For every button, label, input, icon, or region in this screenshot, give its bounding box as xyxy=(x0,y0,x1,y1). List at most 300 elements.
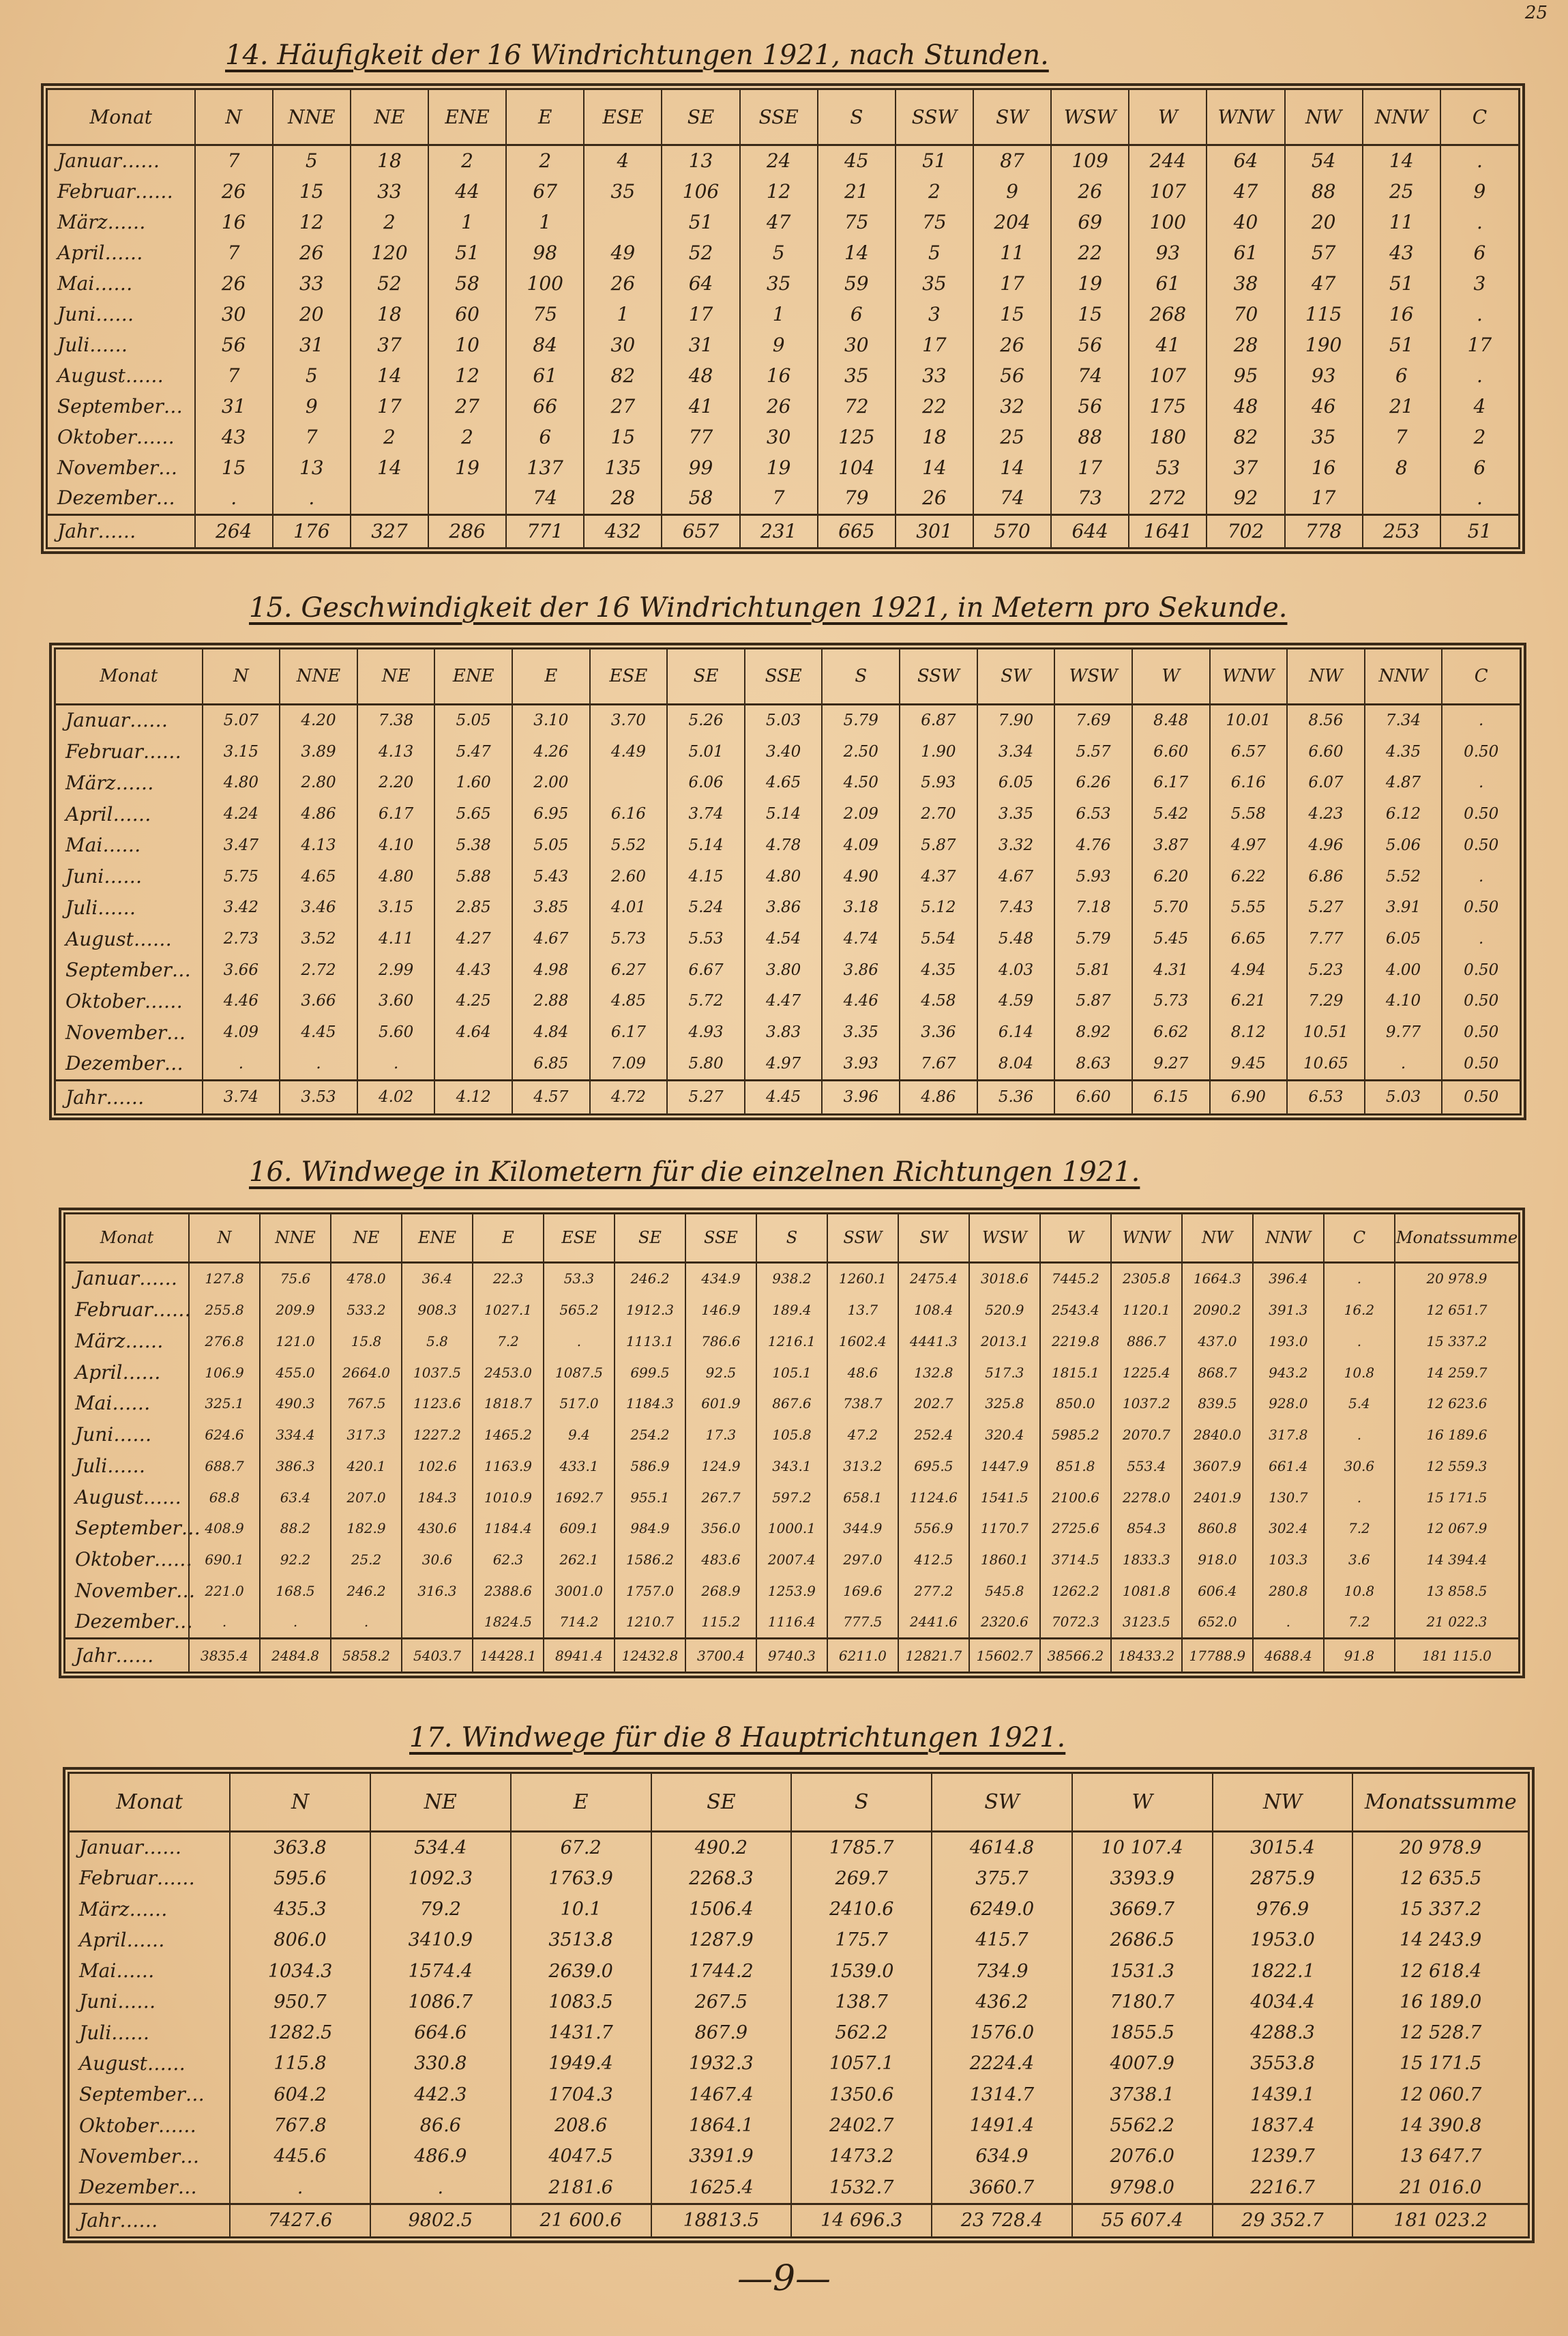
data-cell: 252.4 xyxy=(898,1419,969,1450)
data-cell: 92 xyxy=(1207,483,1284,514)
data-cell: 688.7 xyxy=(189,1450,260,1482)
data-cell: 1815.1 xyxy=(1040,1357,1111,1388)
total-cell: 5.03 xyxy=(1365,1081,1443,1113)
data-cell: 658.1 xyxy=(827,1482,898,1513)
data-cell: 9.77 xyxy=(1365,1017,1443,1049)
data-cell: 2 xyxy=(428,146,506,177)
table-row xyxy=(56,1049,1520,1080)
table-row xyxy=(48,299,1518,330)
data-cell: 21 xyxy=(818,176,896,207)
data-cell: 3410.9 xyxy=(370,1925,511,1955)
data-cell: 4.87 xyxy=(1365,768,1443,799)
data-cell: 74 xyxy=(506,483,584,514)
data-cell: 918.0 xyxy=(1182,1544,1253,1575)
data-cell: 5.54 xyxy=(900,924,977,955)
data-cell: 56 xyxy=(973,360,1051,391)
data-cell: 7.69 xyxy=(1054,705,1132,737)
data-cell: 6.60 xyxy=(1287,736,1365,768)
data-cell: 104 xyxy=(818,452,896,483)
data-cell: 30 xyxy=(584,330,662,360)
data-cell: 8 xyxy=(1363,452,1440,483)
table-row xyxy=(48,483,1518,514)
data-cell: 695.5 xyxy=(898,1450,969,1482)
total-cell: 181 023.2 xyxy=(1352,2204,1528,2236)
data-cell: 121.0 xyxy=(260,1326,331,1357)
header-wsw: WSW xyxy=(1054,649,1132,704)
data-cell: 313.2 xyxy=(827,1450,898,1482)
data-cell: 442.3 xyxy=(370,2079,511,2110)
data-cell: 1034.3 xyxy=(230,1956,370,1987)
total-cell: 264 xyxy=(195,514,273,547)
header-w: W xyxy=(1132,649,1210,704)
header-ese: ESE xyxy=(544,1214,615,1262)
data-cell: 53.3 xyxy=(544,1264,615,1295)
data-cell: 10.51 xyxy=(1287,1017,1365,1049)
data-cell: 26 xyxy=(896,483,973,514)
data-cell: 3513.8 xyxy=(511,1925,651,1955)
data-cell: 1541.5 xyxy=(969,1482,1040,1513)
month-label: Februar…… xyxy=(56,736,203,768)
data-cell: 10.65 xyxy=(1287,1049,1365,1080)
data-cell: 38 xyxy=(1207,268,1284,299)
data-cell: 4.10 xyxy=(1365,986,1443,1017)
data-cell xyxy=(1363,483,1440,514)
data-cell: 4.13 xyxy=(357,736,435,768)
data-cell: 75 xyxy=(896,207,973,237)
month-label: September… xyxy=(56,954,203,986)
data-cell: 5562.2 xyxy=(1072,2110,1213,2141)
data-cell: 16 xyxy=(740,360,818,391)
header-nw: NW xyxy=(1213,1774,1353,1831)
data-cell: 556.9 xyxy=(898,1513,969,1544)
month-label: Oktober…… xyxy=(56,986,203,1017)
month-label: April…… xyxy=(56,799,203,830)
table-row xyxy=(56,924,1520,955)
month-label: August…… xyxy=(70,2048,230,2079)
total-cell: 4.57 xyxy=(512,1081,590,1113)
header-n: N xyxy=(195,90,273,145)
data-cell: 10.01 xyxy=(1210,705,1288,737)
data-cell: 12 559.3 xyxy=(1426,1457,1488,1474)
data-cell: . xyxy=(203,1049,280,1080)
data-cell: 4.65 xyxy=(280,861,357,892)
data-cell: 4441.3 xyxy=(898,1326,969,1357)
data-cell: 4.97 xyxy=(745,1049,823,1080)
table-14 xyxy=(41,83,1525,554)
data-cell: 7.18 xyxy=(1054,892,1132,924)
data-cell: 1262.2 xyxy=(1040,1575,1111,1607)
data-cell: . xyxy=(331,1607,402,1638)
data-cell: 984.9 xyxy=(615,1513,685,1544)
data-cell: 14 xyxy=(973,452,1051,483)
data-cell: 597.2 xyxy=(756,1482,827,1513)
data-cell: 2.50 xyxy=(822,736,900,768)
data-cell: 18 xyxy=(351,299,428,330)
data-cell: 135 xyxy=(584,452,662,483)
table-16 xyxy=(59,1208,1525,1678)
data-cell: 125 xyxy=(818,422,896,452)
total-cell: 327 xyxy=(351,514,428,547)
header-s: S xyxy=(822,649,900,704)
header-wnw: WNW xyxy=(1111,1214,1182,1262)
data-cell: . xyxy=(195,483,273,514)
data-cell: 5.8 xyxy=(402,1326,473,1357)
data-cell: 4.45 xyxy=(280,1017,357,1049)
data-cell: . xyxy=(1479,774,1484,792)
data-cell: 35 xyxy=(740,268,818,299)
data-cell: 5.65 xyxy=(434,799,512,830)
table-row xyxy=(48,207,1518,237)
data-cell: 4.35 xyxy=(1365,736,1443,768)
data-cell: 267.5 xyxy=(651,1987,792,2017)
header-c: C xyxy=(1324,1214,1395,1262)
data-cell: 1833.3 xyxy=(1111,1544,1182,1575)
total-cell: 29 352.7 xyxy=(1213,2204,1353,2236)
data-cell: 7.77 xyxy=(1287,924,1365,955)
data-cell: 4.15 xyxy=(667,861,745,892)
data-cell: 3.86 xyxy=(822,954,900,986)
data-cell: 41 xyxy=(662,391,739,422)
header-nnw: NNW xyxy=(1363,90,1440,145)
data-cell: 246.2 xyxy=(615,1264,685,1295)
data-cell: 2840.0 xyxy=(1182,1419,1253,1450)
data-cell: 15 xyxy=(584,422,662,452)
data-cell: 26 xyxy=(584,268,662,299)
total-cell: 6.60 xyxy=(1054,1081,1132,1113)
data-cell: 6.17 xyxy=(590,1017,668,1049)
data-cell: 5.24 xyxy=(667,892,745,924)
data-cell: 33 xyxy=(273,268,351,299)
data-cell: 280.8 xyxy=(1253,1575,1324,1607)
data-cell: 6.95 xyxy=(512,799,590,830)
data-cell: 18 xyxy=(351,146,428,177)
data-cell: 8.04 xyxy=(977,1049,1055,1080)
table-row xyxy=(65,1575,1518,1607)
data-cell: 6 xyxy=(1363,360,1440,391)
data-cell: 255.8 xyxy=(189,1294,260,1326)
data-cell: 19 xyxy=(740,452,818,483)
data-cell: 1210.7 xyxy=(615,1607,685,1638)
data-cell: 82 xyxy=(1207,422,1284,452)
data-cell: 5.14 xyxy=(745,799,823,830)
data-cell: 6.20 xyxy=(1132,861,1210,892)
data-cell: 4.76 xyxy=(1054,830,1132,861)
data-cell: 5.48 xyxy=(977,924,1055,955)
data-cell: 1664.3 xyxy=(1182,1264,1253,1295)
data-cell: 3738.1 xyxy=(1072,2079,1213,2110)
data-cell: 434.9 xyxy=(685,1264,756,1295)
data-cell: 6.53 xyxy=(1054,799,1132,830)
data-cell: 9.27 xyxy=(1132,1049,1210,1080)
data-cell: 47 xyxy=(1207,176,1284,207)
data-cell xyxy=(584,207,662,237)
data-cell: 21 022.3 xyxy=(1426,1614,1488,1631)
month-label: Februar…… xyxy=(48,176,195,207)
data-cell: 455.0 xyxy=(260,1357,331,1388)
data-cell: 9 xyxy=(740,330,818,360)
data-cell: 3669.7 xyxy=(1072,1894,1213,1925)
header-row xyxy=(56,649,1520,704)
table-row xyxy=(56,830,1520,861)
data-cell: 12 651.7 xyxy=(1426,1302,1488,1319)
header-se: SE xyxy=(615,1214,685,1262)
data-cell: 47 xyxy=(740,207,818,237)
data-cell: 7 xyxy=(195,360,273,391)
data-cell: 4.96 xyxy=(1287,830,1365,861)
data-cell: 325.1 xyxy=(189,1388,260,1419)
data-cell: 2.60 xyxy=(590,861,668,892)
header-se: SE xyxy=(662,90,739,145)
table-row xyxy=(56,705,1520,737)
data-cell: 12 xyxy=(428,360,506,391)
month-label: Juli…… xyxy=(48,330,195,360)
data-cell: 1574.4 xyxy=(370,1956,511,1987)
data-cell: 6.86 xyxy=(1287,861,1365,892)
data-cell: 30.6 xyxy=(402,1544,473,1575)
data-cell: 53 xyxy=(1129,452,1207,483)
data-cell: 106.9 xyxy=(189,1357,260,1388)
month-label: Juni…… xyxy=(70,1987,230,2017)
data-cell xyxy=(351,483,428,514)
data-cell: 17 xyxy=(662,299,739,330)
data-cell: 344.9 xyxy=(827,1513,898,1544)
data-cell: 1 xyxy=(584,299,662,330)
header-e: E xyxy=(473,1214,544,1262)
data-cell: 75.6 xyxy=(260,1264,331,1295)
data-cell: 1625.4 xyxy=(651,2172,792,2202)
table-row xyxy=(65,1294,1518,1326)
data-cell: 2441.6 xyxy=(898,1607,969,1638)
data-cell: 75 xyxy=(506,299,584,330)
data-cell: 4.01 xyxy=(590,892,668,924)
data-cell: 12 067.9 xyxy=(1426,1520,1488,1537)
data-cell: . xyxy=(280,1049,357,1080)
data-cell: 221.0 xyxy=(189,1575,260,1607)
data-cell: 6.12 xyxy=(1365,799,1443,830)
data-cell: 437.0 xyxy=(1182,1326,1253,1357)
header-row xyxy=(48,90,1518,145)
data-cell: 30 xyxy=(740,422,818,452)
data-cell: 15 xyxy=(1051,299,1129,330)
header-s: S xyxy=(818,90,896,145)
data-cell: 4.85 xyxy=(590,986,668,1017)
data-cell: 4.47 xyxy=(745,986,823,1017)
total-cell: 8941.4 xyxy=(544,1639,615,1671)
data-cell: 4.98 xyxy=(512,954,590,986)
data-cell: 490.3 xyxy=(260,1388,331,1419)
data-cell: 58 xyxy=(662,483,739,514)
data-cell: 61 xyxy=(1129,268,1207,299)
data-cell: 7 xyxy=(195,237,273,268)
data-cell: 47 xyxy=(1285,268,1363,299)
data-cell: 7.67 xyxy=(900,1049,977,1080)
data-cell: 16.2 xyxy=(1324,1294,1395,1326)
data-cell: 1287.9 xyxy=(651,1925,792,1955)
header-row xyxy=(65,1214,1518,1262)
data-cell: 714.2 xyxy=(544,1607,615,1638)
data-cell: 2305.8 xyxy=(1111,1264,1182,1295)
data-cell: 5.88 xyxy=(434,861,512,892)
total-cell: 0.50 xyxy=(1442,1081,1520,1113)
data-cell: 5 xyxy=(273,360,351,391)
data-cell: 2070.7 xyxy=(1111,1419,1182,1450)
data-cell: 734.9 xyxy=(932,1956,1072,1987)
data-cell: 207.0 xyxy=(331,1482,402,1513)
data-cell: 30 xyxy=(195,299,273,330)
data-cell: 1184.4 xyxy=(473,1513,544,1544)
month-label: Oktober…… xyxy=(65,1544,189,1575)
data-cell: 267.7 xyxy=(685,1482,756,1513)
total-cell: 771 xyxy=(506,514,584,547)
data-cell: 908.3 xyxy=(402,1294,473,1326)
data-cell: 867.9 xyxy=(651,2017,792,2048)
data-cell: 1087.5 xyxy=(544,1357,615,1388)
data-cell: 2 xyxy=(506,146,584,177)
total-cell: 665 xyxy=(818,514,896,547)
data-cell: 3.34 xyxy=(977,736,1055,768)
table-row xyxy=(56,799,1520,830)
data-cell: 10 107.4 xyxy=(1072,1833,1213,1863)
data-cell: 208.6 xyxy=(511,2110,651,2141)
header-sw: SW xyxy=(977,649,1055,704)
total-cell: 778 xyxy=(1285,514,1363,547)
data-cell: 43 xyxy=(1363,237,1440,268)
data-cell: 699.5 xyxy=(615,1357,685,1388)
table-row xyxy=(70,2017,1528,2048)
data-cell: 317.8 xyxy=(1253,1419,1324,1450)
data-cell: 5.53 xyxy=(667,924,745,955)
data-cell: 1314.7 xyxy=(932,2079,1072,2110)
data-cell: 59 xyxy=(818,268,896,299)
data-cell: 244 xyxy=(1129,146,1207,177)
data-cell: . xyxy=(357,1049,435,1080)
month-label: September… xyxy=(65,1513,189,1544)
data-cell: . xyxy=(1324,1264,1395,1295)
data-cell: 9.4 xyxy=(544,1419,615,1450)
data-cell: 436.2 xyxy=(932,1987,1072,2017)
data-cell: 24 xyxy=(740,146,818,177)
data-cell: 17 xyxy=(973,268,1051,299)
data-cell: 175 xyxy=(1129,391,1207,422)
data-cell: 16 xyxy=(1285,452,1363,483)
data-cell: 51 xyxy=(428,237,506,268)
data-cell: 4.00 xyxy=(1365,954,1443,986)
table-row xyxy=(70,2048,1528,2079)
data-cell: 92.5 xyxy=(685,1357,756,1388)
year-label: Jahr…… xyxy=(65,1639,189,1671)
data-cell: 262.1 xyxy=(544,1544,615,1575)
data-cell: 4.37 xyxy=(900,861,977,892)
data-cell: 108.4 xyxy=(898,1294,969,1326)
data-cell: 277.2 xyxy=(898,1575,969,1607)
data-cell: 356.0 xyxy=(685,1513,756,1544)
total-cell: 38566.2 xyxy=(1040,1639,1111,1671)
data-cell: 269.7 xyxy=(791,1863,932,1894)
data-cell: 268 xyxy=(1129,299,1207,330)
data-cell: 6.85 xyxy=(512,1049,590,1080)
data-cell: 0.50 xyxy=(1464,992,1499,1010)
total-cell: 9740.3 xyxy=(756,1639,827,1671)
data-cell: 5.23 xyxy=(1287,954,1365,986)
header-row xyxy=(70,1774,1528,1831)
header-c: C xyxy=(1442,649,1520,704)
data-cell: 5.26 xyxy=(667,705,745,737)
data-cell: 137 xyxy=(506,452,584,483)
data-cell: 14 390.8 xyxy=(1400,2115,1482,2137)
header-n: N xyxy=(230,1774,370,1831)
header-ne: NE xyxy=(370,1774,511,1831)
data-cell: 5.93 xyxy=(1054,861,1132,892)
data-cell: 976.9 xyxy=(1213,1894,1353,1925)
data-cell: 246.2 xyxy=(331,1575,402,1607)
data-cell: 1282.5 xyxy=(230,2017,370,2048)
data-cell: 4288.3 xyxy=(1213,2017,1353,2048)
data-cell: 6249.0 xyxy=(932,1894,1072,1925)
data-cell: 107 xyxy=(1129,360,1207,391)
data-cell: 4.03 xyxy=(977,954,1055,986)
data-cell: 3.35 xyxy=(977,799,1055,830)
data-cell: 48 xyxy=(1207,391,1284,422)
data-cell: 12 xyxy=(740,176,818,207)
total-cell: 231 xyxy=(740,514,818,547)
data-cell: 22.3 xyxy=(473,1264,544,1295)
data-cell: 115.2 xyxy=(685,1607,756,1638)
table-16-title: 16. Windwege in Kilometern für die einzelnen Richtungen 1921. xyxy=(249,1156,1140,1188)
data-cell: 3.66 xyxy=(203,954,280,986)
data-cell: 5.93 xyxy=(900,768,977,799)
data-cell: 25 xyxy=(1363,176,1440,207)
data-cell: 70 xyxy=(1207,299,1284,330)
data-cell: 7.34 xyxy=(1365,705,1443,737)
data-cell: 93 xyxy=(1285,360,1363,391)
data-cell: 12 060.7 xyxy=(1400,2084,1482,2105)
data-cell: 5.12 xyxy=(900,892,977,924)
data-cell: 1822.1 xyxy=(1213,1956,1353,1987)
data-cell: 3015.4 xyxy=(1213,1833,1353,1863)
data-cell: . xyxy=(1324,1419,1395,1450)
header-ssw: SSW xyxy=(896,90,973,145)
data-cell: 18 xyxy=(896,422,973,452)
data-cell: 408.9 xyxy=(189,1513,260,1544)
data-cell: 57 xyxy=(1285,237,1363,268)
data-cell: 36.4 xyxy=(402,1264,473,1295)
data-cell: 13 858.5 xyxy=(1426,1582,1488,1599)
total-cell: 5858.2 xyxy=(331,1639,402,1671)
data-cell: 58 xyxy=(428,268,506,299)
data-cell: 4.27 xyxy=(434,924,512,955)
data-cell: 3001.0 xyxy=(544,1575,615,1607)
header-se: SE xyxy=(667,649,745,704)
data-cell: 1953.0 xyxy=(1213,1925,1353,1955)
data-cell: 9.45 xyxy=(1210,1049,1288,1080)
data-cell: 68.8 xyxy=(189,1482,260,1513)
data-cell: 88 xyxy=(1285,176,1363,207)
month-label: Mai…… xyxy=(48,268,195,299)
data-cell: . xyxy=(1476,149,1483,172)
data-cell: 1467.4 xyxy=(651,2079,792,2110)
data-cell: 690.1 xyxy=(189,1544,260,1575)
data-cell: 5.72 xyxy=(667,986,745,1017)
data-cell: 2401.9 xyxy=(1182,1482,1253,1513)
data-cell: 189.4 xyxy=(756,1294,827,1326)
data-cell: 6.87 xyxy=(900,705,977,737)
data-cell: 1431.7 xyxy=(511,2017,651,2048)
data-cell: 6.05 xyxy=(1365,924,1443,955)
data-cell: 26 xyxy=(195,176,273,207)
data-cell: 64 xyxy=(1207,146,1284,177)
data-cell: 317.3 xyxy=(331,1419,402,1450)
data-cell: . xyxy=(1479,711,1484,729)
